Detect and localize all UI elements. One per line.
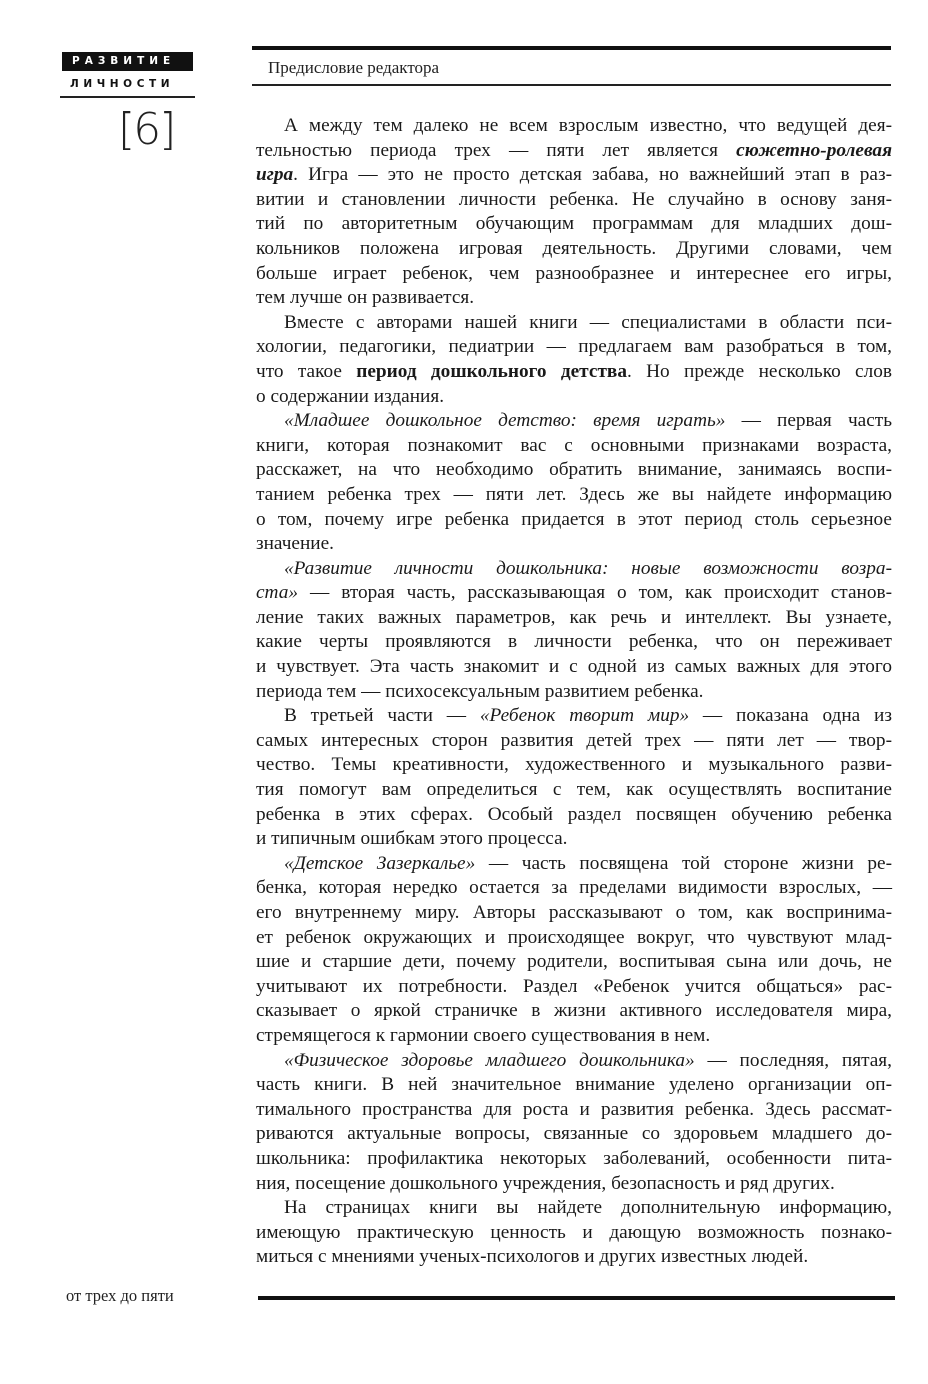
text-line — [256, 1245, 892, 1270]
text-run: тем лучше он развивается. — [256, 287, 475, 309]
text-line — [256, 114, 892, 139]
text-line — [256, 434, 892, 459]
text-line — [256, 630, 892, 655]
paragraph — [256, 409, 892, 557]
text-line — [256, 852, 892, 877]
text-line — [256, 1172, 892, 1197]
text-line — [256, 1073, 892, 1098]
text-line — [256, 311, 892, 336]
text-run: — первая часть — [725, 410, 892, 432]
paragraph — [256, 557, 892, 705]
text-run: ния, посещение дошкольного учреждения, безопасность и ряд других. — [256, 1172, 835, 1194]
text-line — [256, 557, 892, 582]
text-line — [256, 901, 892, 926]
text-run: больше играет ребенок, чем разнообразнее и интереснее его игры, — [256, 262, 892, 284]
text-run: имеющую практическую ценность и дающую возможность познако- — [256, 1221, 892, 1243]
text-line — [256, 139, 892, 164]
text-run: учитывают их потребности. Раздел «Ребенок учится общаться» рас- — [256, 975, 892, 997]
text-run: и чувствует. Эта часть знакомит и с одной из самых важных для этого — [256, 656, 892, 678]
text-run: тельностью периода трех — пяти лет является — [256, 139, 737, 161]
text-line — [256, 753, 892, 778]
emphasis-run: ста» — [256, 582, 298, 604]
text-line — [256, 262, 892, 287]
text-run: какие черты проявляются в личности ребенка, что он переживает — [256, 631, 892, 653]
emphasis-run: «Ребенок творит мир» — [479, 705, 690, 727]
text-line — [256, 163, 892, 188]
paragraph — [256, 1196, 892, 1270]
paragraph — [256, 311, 892, 409]
text-line — [256, 1221, 892, 1246]
text-line — [256, 385, 892, 410]
text-run: шие и старшие дети, почему родители, воспитывая сына или дочь, не — [256, 951, 892, 973]
text-run: хологии, педагогики, педиатрии — предлагаем вам разобраться в том, — [256, 336, 892, 358]
text-run: школьника: профилактика некоторых заболеваний, особенности пита- — [256, 1147, 892, 1169]
emphasis-run: период дошкольного детства — [356, 360, 627, 382]
text-line — [256, 1098, 892, 1123]
text-line — [256, 803, 892, 828]
emphasis-run: «Развитие личности дошкольника: новые возможности возра- — [284, 557, 892, 579]
text-line — [256, 508, 892, 533]
text-run: стремящегося к гармонии своего существования в нем. — [256, 1024, 711, 1046]
text-line — [256, 655, 892, 680]
text-run: Вместе с авторами нашей книги — специалистами в области пси- — [284, 311, 892, 333]
text-run: В третьей части — — [284, 705, 480, 727]
paragraph — [256, 114, 892, 311]
text-line — [256, 188, 892, 213]
body-text — [256, 114, 892, 1270]
text-run: часть книги. В ней значительное внимание уделено организации оп- — [256, 1074, 892, 1096]
text-run: — показана одна из — [689, 705, 892, 727]
text-run: что такое — [256, 360, 357, 382]
footer-series-title: от трех до пяти — [66, 1286, 174, 1305]
text-run: На страницах книги вы найдете дополнительную информацию, — [284, 1197, 892, 1219]
text-line — [256, 237, 892, 262]
text-run: . Игра — это не просто детская забава, но важнейший этап в раз- — [293, 164, 892, 186]
text-line — [256, 950, 892, 975]
text-run: о содержании издания. — [256, 385, 445, 407]
emphasis-run: «Младшее дошкольное детство: время играть» — [284, 410, 726, 432]
text-run: и типичным ошибкам этого процесса. — [256, 828, 568, 850]
text-line — [256, 458, 892, 483]
text-line — [256, 212, 892, 237]
text-line — [256, 483, 892, 508]
text-run: периода тем — психосексуальным развитием ребенка. — [256, 680, 704, 702]
text-run: ление таких важных параметров, как речь и интеллект. Вы узнаете, — [256, 606, 892, 628]
text-run: расскажет, на что необходимо обратить внимание, занимаясь воспи- — [256, 459, 892, 481]
text-run: витии и становлении личности ребенка. Не случайно в основу заня- — [256, 188, 892, 210]
text-line — [256, 1147, 892, 1172]
text-run: чество. Темы креативности, художественного и музыкального разви- — [256, 754, 892, 776]
text-run: миться с мнениями ученых-психологов и других известных людей. — [256, 1246, 809, 1268]
series-title-line2: ЛИЧНОСТИ — [70, 78, 175, 90]
text-line — [256, 975, 892, 1000]
text-line — [256, 335, 892, 360]
text-run: кольников положена игровая деятельность. Другими словами, чем — [256, 237, 892, 259]
text-line — [256, 926, 892, 951]
text-line — [256, 1196, 892, 1221]
text-line — [256, 532, 892, 557]
emphasis-run: сюжетно-ролевая — [736, 139, 892, 161]
text-run: танием ребенка трех — пяти лет. Здесь же вы найдете информацию — [256, 483, 892, 505]
paragraph — [256, 852, 892, 1049]
text-line — [256, 999, 892, 1024]
emphasis-run: «Детское Зазеркалье» — [284, 852, 476, 874]
text-line — [256, 729, 892, 754]
text-line — [256, 1049, 892, 1074]
emphasis-run: игра — [256, 164, 294, 186]
text-run: ребенка в этих сферах. Особый раздел посвящен обучению ребенка — [256, 803, 892, 825]
running-head: Предисловие редактора — [268, 58, 440, 77]
text-line — [256, 778, 892, 803]
text-run: ет ребенок окружающих и происходящее вокруг, что чувствуют млад- — [256, 926, 892, 948]
text-run: тимального пространства для роста и развития ребенка. Здесь рассмат- — [256, 1098, 892, 1120]
text-line — [256, 581, 892, 606]
text-line — [256, 606, 892, 631]
bottom-rule — [258, 1296, 895, 1300]
emphasis-run: «Физическое здоровье младшего дошкольника» — [284, 1049, 695, 1071]
text-line — [256, 827, 892, 852]
text-line — [256, 360, 892, 385]
text-run: — последняя, пятая, — [694, 1049, 892, 1071]
series-title-box — [62, 52, 193, 71]
text-line — [256, 409, 892, 434]
text-run: значение. — [256, 533, 334, 555]
top-rule — [252, 46, 891, 50]
text-run: риваются актуальные вопросы, связанные со здоровьем младшего до- — [256, 1123, 892, 1145]
text-run: его внутреннему миру. Авторы рассказывают о том, как воспринима- — [256, 902, 892, 923]
text-run: — вторая часть, рассказывающая о том, как происходит станов- — [298, 582, 892, 604]
text-line — [256, 704, 892, 729]
text-run: сказывает о яркой страничке в жизни активного исследователя мира, — [256, 1000, 892, 1022]
text-run: о том, почему игре ребенка придается в этот период столь серьезное — [256, 508, 892, 530]
text-line — [256, 286, 892, 311]
text-line — [256, 1024, 892, 1049]
text-run: самых интересных сторон развития детей трех — пяти лет — твор- — [256, 729, 892, 751]
text-line — [256, 1122, 892, 1147]
text-run: тия помогут вам определиться с тем, как осуществлять воспитание — [256, 779, 892, 801]
text-run: тий по авторитетным обучающим программам для младших дош- — [256, 213, 892, 235]
text-run: книги, которая познакомит вас с основными признаками возраста, — [256, 434, 892, 456]
text-run: А между тем далеко не всем взрослым известно, что ведущей дея- — [284, 115, 892, 136]
text-line — [256, 680, 892, 705]
left-divider — [60, 96, 195, 98]
text-run: бенка, которая нередко остается за пределами видимости взрослых, — — [256, 877, 892, 899]
head-divider — [252, 84, 891, 86]
series-title-line1: РАЗВИТИЕ — [72, 55, 176, 67]
paragraph — [256, 704, 892, 852]
text-line — [256, 876, 892, 901]
page-number: [6] — [118, 104, 175, 155]
paragraph — [256, 1049, 892, 1197]
text-run: . Но прежде несколько слов — [626, 360, 892, 382]
text-run: — часть посвящена той стороне жизни ре- — [475, 852, 893, 874]
